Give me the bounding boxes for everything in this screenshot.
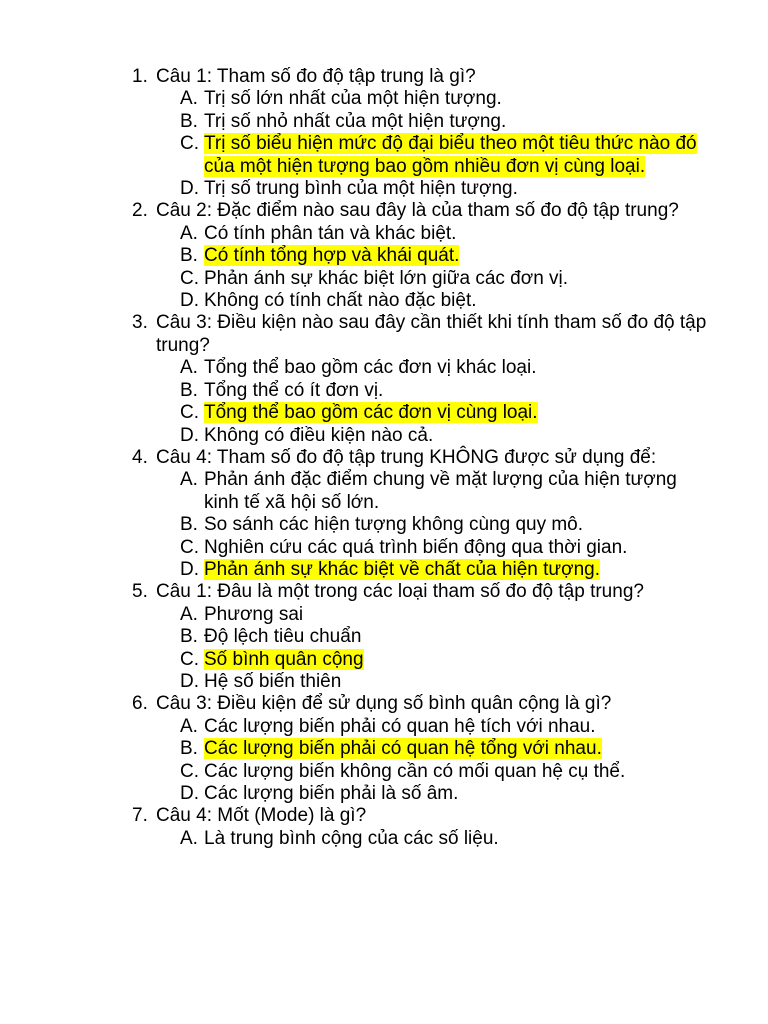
option (0, 425, 768, 447)
option-letter: B. (180, 626, 198, 648)
option (0, 604, 768, 626)
option-correct (0, 402, 768, 424)
question-text: Câu 1: Tham số đo độ tập trung là gì? (156, 66, 476, 87)
question-text: Câu 4: Mốt (Mode) là gì? (156, 805, 367, 827)
option-list (0, 469, 768, 581)
option-text: Trị số nhỏ nhất của một hiện tượng. (204, 110, 507, 132)
option-text: Phản ánh đặc điểm chung về mặt lượng của hiện tượng kinh tế xã hội số lớn. (204, 469, 677, 513)
option-letter: C. (180, 133, 199, 155)
option-letter: A. (180, 603, 198, 625)
option (0, 88, 768, 110)
question-number: 6. (132, 693, 148, 715)
option-text: Các lượng biến không cần có mối quan hệ cụ thể. (204, 760, 626, 782)
option (0, 783, 768, 805)
option-correct (0, 133, 768, 178)
option-letter: C. (180, 760, 199, 782)
option-letter: B. (180, 738, 198, 760)
option (0, 380, 768, 402)
option-letter: A. (180, 469, 198, 491)
option-text: Có tính phân tán và khác biệt. (204, 222, 457, 244)
question (0, 66, 768, 200)
question-text: Câu 4: Tham số đo độ tập trung KHÔNG được sử dụng để: (156, 446, 657, 468)
option-text: Tổng thể bao gồm các đơn vị khác loại. (204, 357, 537, 379)
question-number: 5. (132, 581, 148, 603)
option-letter: B. (180, 379, 198, 401)
option-list (0, 604, 768, 694)
option-letter: D. (180, 290, 199, 312)
question-text: Câu 2: Đặc điểm nào sau đây là của tham số đo độ tập trung? (156, 200, 679, 222)
option-letter: C. (180, 648, 199, 670)
option-text: Trị số trung bình của một hiện tượng. (204, 178, 518, 200)
document-page (0, 66, 768, 850)
highlighted-option-text: Các lượng biến phải có quan hệ tổng với nhau. (204, 738, 602, 760)
option-letter: D. (180, 783, 199, 804)
question-text: Câu 3: Điều kiện nào sau đây cần thiết khi tính tham số đo độ tập trung? (156, 312, 707, 356)
option (0, 716, 768, 738)
option-text: So sánh các hiện tượng không cùng quy mô. (204, 514, 584, 536)
option-letter: D. (180, 558, 199, 580)
option-list (0, 357, 768, 447)
option-letter: B. (180, 245, 198, 267)
option-text: Các lượng biến phải là số âm. (204, 783, 459, 804)
option-letter: D. (180, 178, 199, 200)
highlighted-option-text: Số bình quân cộng (204, 648, 364, 670)
option (0, 514, 768, 536)
option-letter: D. (180, 424, 199, 446)
question (0, 312, 768, 446)
option-list (0, 223, 768, 313)
question-text: Câu 3: Điều kiện để sử dụng số bình quân cộng là gì? (156, 693, 612, 715)
option-text: Không có tính chất nào đặc biệt. (204, 290, 477, 312)
option (0, 469, 768, 514)
option-letter: A. (180, 88, 198, 110)
option (0, 268, 768, 290)
option-text: Phương sai (204, 603, 304, 625)
option-letter: D. (180, 670, 199, 692)
option-letter: C. (180, 536, 199, 558)
highlighted-option-text: Trị số biểu hiện mức độ đại biểu theo một tiêu thức nào đó của một hiện tượng bao gồm nhiều đơn vị cùng loại. (204, 133, 697, 177)
option-list (0, 828, 768, 850)
question (0, 447, 768, 581)
question-text: Câu 1: Đâu là một trong các loại tham số đo độ tập trung? (156, 581, 644, 603)
question (0, 693, 768, 805)
question-number: 7. (132, 805, 148, 827)
option-text: Không có điều kiện nào cả. (204, 424, 434, 446)
question (0, 581, 768, 693)
option-text: Phản ánh sự khác biệt lớn giữa các đơn vị. (204, 267, 569, 289)
option-text: Hệ số biến thiên (204, 670, 342, 692)
option-text: Trị số lớn nhất của một hiện tượng. (204, 88, 502, 110)
option-letter: B. (180, 514, 198, 536)
question (0, 200, 768, 312)
question-number: 2. (132, 200, 148, 222)
question-list (0, 66, 768, 850)
option-text: Tổng thể có ít đơn vị. (204, 379, 384, 401)
option (0, 626, 768, 648)
option (0, 761, 768, 783)
question (0, 805, 768, 850)
option-correct (0, 649, 768, 671)
question-number: 4. (132, 446, 148, 468)
highlighted-option-text: Tổng thể bao gồm các đơn vị cùng loại. (204, 402, 538, 424)
option-letter: B. (180, 110, 198, 132)
option-text: Các lượng biến phải có quan hệ tích với nhau. (204, 715, 596, 737)
option-correct (0, 559, 768, 581)
option (0, 111, 768, 133)
option-letter: A. (180, 715, 198, 737)
option-correct (0, 245, 768, 267)
question-number: 1. (132, 66, 148, 87)
option-correct (0, 738, 768, 760)
option-text: Độ lệch tiêu chuẩn (204, 626, 362, 648)
option (0, 828, 768, 850)
option-letter: A. (180, 357, 198, 379)
highlighted-option-text: Có tính tổng hợp và khái quát. (204, 245, 460, 267)
option (0, 178, 768, 200)
option-letter: C. (180, 402, 199, 424)
option-text: Là trung bình cộng của các số liệu. (204, 827, 499, 849)
option-letter: C. (180, 267, 199, 289)
option-list (0, 716, 768, 806)
question-number: 3. (132, 312, 148, 334)
option (0, 671, 768, 693)
option (0, 537, 768, 559)
highlighted-option-text: Phản ánh sự khác biệt về chất của hiện tượng. (204, 558, 600, 580)
option (0, 223, 768, 245)
option (0, 290, 768, 312)
option-text: Nghiên cứu các quá trình biến động qua thời gian. (204, 536, 628, 558)
option (0, 357, 768, 379)
option-list (0, 88, 768, 200)
option-letter: A. (180, 827, 198, 849)
option-letter: A. (180, 222, 198, 244)
